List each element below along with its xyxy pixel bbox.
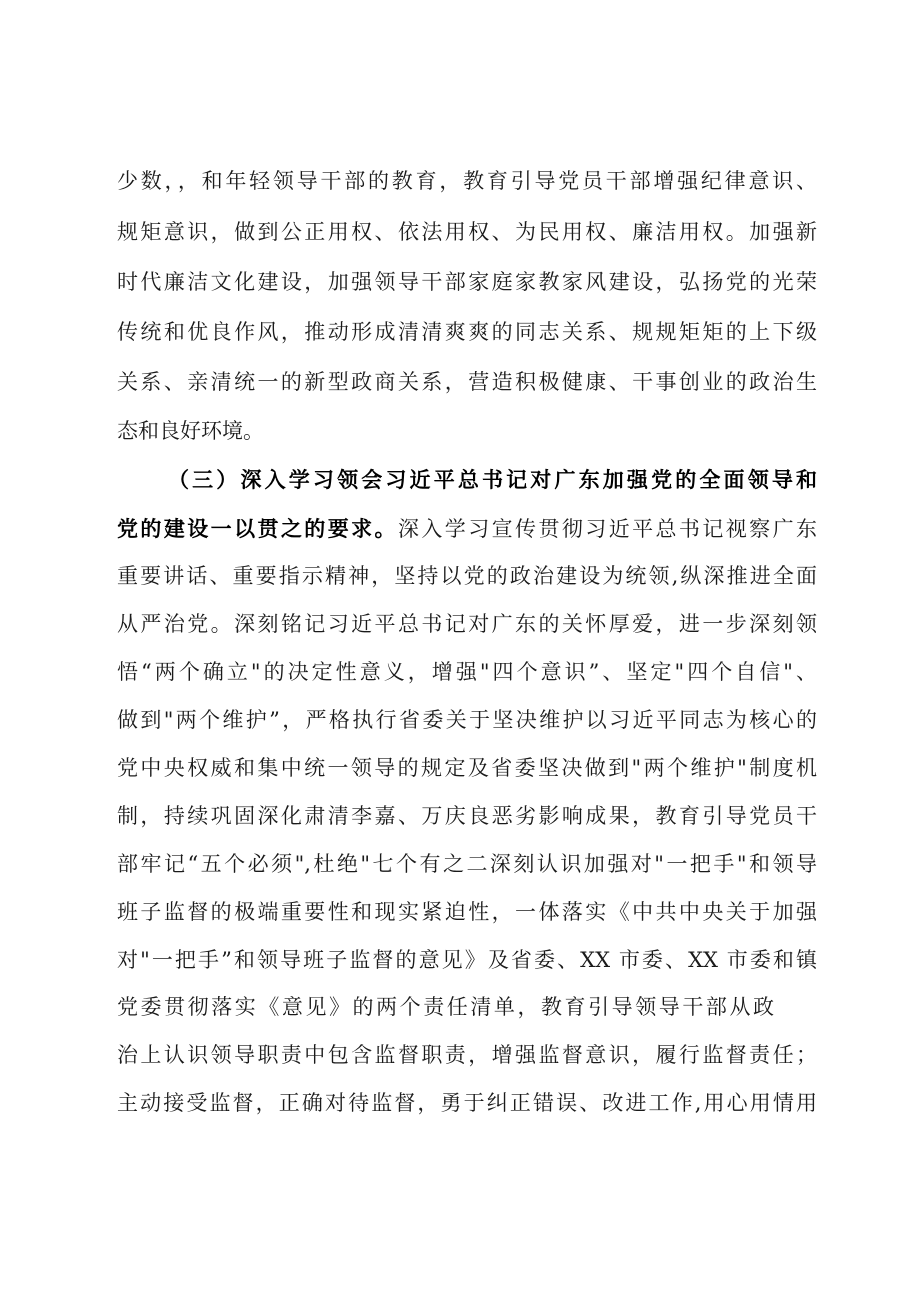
paragraph-line: 悟“两个确立"的决定性意义，增强"四个意识”、坚定"四个自信"、 bbox=[117, 660, 817, 684]
paragraph-line: 做到"两个维护”，严格执行省委关于坚决维护以习近平同志为核心的 bbox=[117, 708, 817, 732]
paragraph-line: 传统和优良作风，推动形成清清爽爽的同志关系、规规矩矩的上下级 bbox=[117, 320, 817, 344]
paragraph-line: 治上认识领导职责中包含监督职责，增强监督意识，履行监督责任； bbox=[117, 1043, 817, 1067]
section-heading: （三）深入学习领会习近平总书记对广东加强党的全面领导和 bbox=[168, 467, 817, 492]
paragraph-line: 制，持续巩固深化肃清李嘉、万庆良恶劣影响成果，教育引导党员干 bbox=[117, 804, 817, 828]
section-heading-end: 党的建设一以贯之的要求。 bbox=[117, 516, 398, 541]
paragraph-line: 关系、亲清统一的新型政商关系，营造积极健康、干事创业的政治生 bbox=[117, 370, 817, 394]
paragraph-line: 少数，，和年轻领导干部的教育，教育引导党员干部增强纪律意识、 bbox=[117, 169, 817, 193]
section-heading-continuation bbox=[117, 509, 817, 549]
paragraph-line: 班子监督的极端重要性和现实紧迫性，一体落实《中共中央关于加强 bbox=[117, 900, 817, 924]
paragraph-text: 深入学习宣传贯彻习近平总书记视察广东 bbox=[397, 517, 818, 541]
paragraph-line: 时代廉洁文化建设，加强领导干部家庭家教家风建设，弘扬党的光荣 bbox=[117, 270, 817, 294]
paragraph-line: 重要讲话、重要指示精神，坚持以党的政治建设为统领,纵深推进全面 bbox=[117, 564, 817, 588]
paragraph-line: 党委贯彻落实《意见》的两个责任清单，教育引导领导干部从政 bbox=[117, 995, 774, 1019]
paragraph-line: 从严治党。深刻铭记习近平总书记对广东的关怀厚爱，进一步深刻领 bbox=[117, 612, 817, 636]
paragraph-line: 党中央权威和集中统一领导的规定及省委坚决做到"两个维护"制度机 bbox=[117, 756, 817, 780]
paragraph-line: 对"一把手”和领导班子监督的意见》及省委、XX 市委、XX 市委和镇 bbox=[117, 948, 817, 972]
paragraph-line: 规矩意识，做到公正用权、依法用权、为民用权、廉洁用权。加强新 bbox=[117, 220, 817, 244]
paragraph-line: 部牢记“五个必须",杜绝"七个有之二深刻认识加强对"一把手"和领导 bbox=[117, 852, 817, 876]
paragraph-line: 态和良好环境。 bbox=[117, 419, 264, 443]
paragraph-line: 主动接受监督，正确对待监督，勇于纠正错误、改进工作,用心用情用 bbox=[117, 1091, 817, 1115]
